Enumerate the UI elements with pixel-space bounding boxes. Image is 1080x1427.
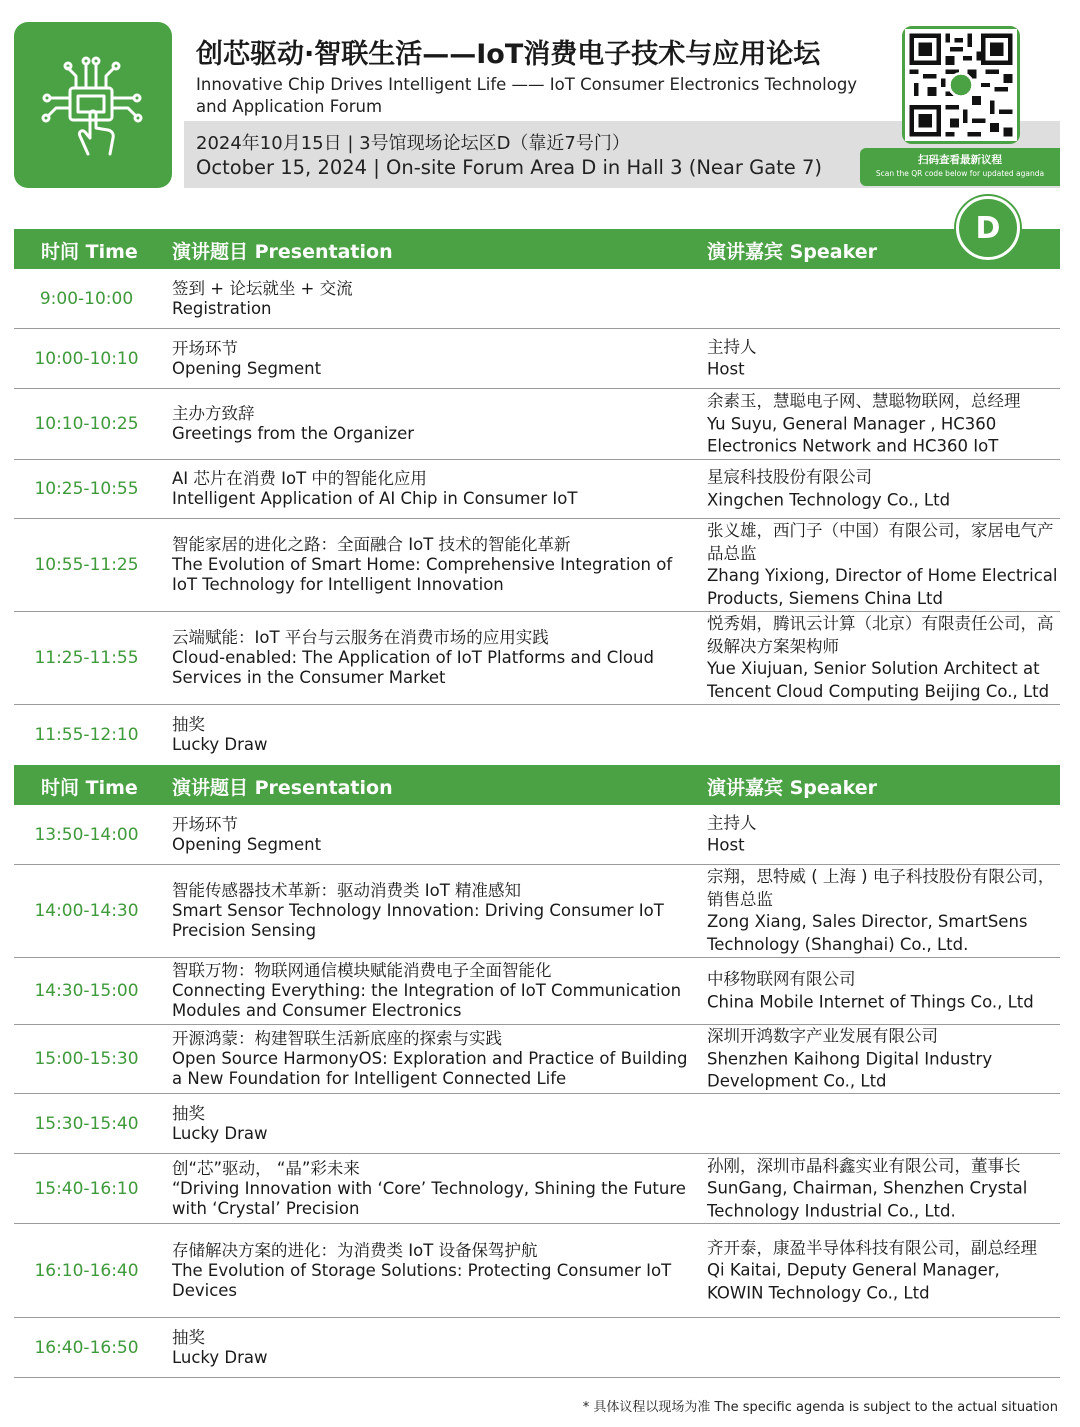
header-topic: 演讲题目 Presentation <box>172 241 393 263</box>
row-topic: 云端赋能：IoT 平台与云服务在消费市场的应用实践 Cloud-enabled: The Application of IoT Platforms and Cloud Services in the Consumer Market <box>172 628 654 687</box>
table-row <box>14 389 1060 460</box>
footnote: * 具体议程以现场为准 The specific agenda is subject to the actual situation <box>582 1400 1058 1415</box>
row-time: 10:00-10:10 <box>34 348 139 369</box>
header-speaker: 演讲嘉宾 Speaker <box>707 777 877 799</box>
row-time: 10:10-10:25 <box>34 414 139 434</box>
row-topic: 开场环节 Opening Segment <box>172 814 322 854</box>
header <box>14 22 1060 188</box>
header-speaker: 演讲嘉宾 Speaker <box>707 241 877 263</box>
row-topic: 开源鸿蒙：构建智联生活新底座的探索与实践 Open Source HarmonyOS: Exploration and Practice of Building a New Foundation for Intelligent Connected Life <box>172 1029 688 1088</box>
table-row <box>14 1094 1060 1154</box>
table-header-morning <box>14 229 1060 269</box>
table-row <box>14 865 1060 958</box>
qr-caption-en: Scan the QR code below for updated aganda <box>875 169 1045 178</box>
row-topic: 智能传感器技术革新：驱动消费类 IoT 精准感知 Smart Sensor Technology Innovation: Driving Consumer IoT Precision Sensing <box>172 881 664 940</box>
row-topic: 开场环节 Opening Segment <box>172 338 322 378</box>
title-en: Innovative Chip Drives Intelligent Life —— IoT Consumer Electronics Technology and Application Forum <box>196 75 858 116</box>
row-speaker: 深圳开鸿数字产业发展有限公司 Shenzhen Kaihong Digital Industry Development Co., Ltd <box>707 1026 993 1091</box>
row-time: 13:50-14:00 <box>34 824 139 845</box>
row-time: 9:00-10:00 <box>39 288 134 309</box>
row-speaker: 主持人 Host <box>707 813 757 855</box>
row-speaker: 齐开泰，康盈半导体科技有限公司，副总经理 Qi Kaitai, Deputy General Manager, KOWIN Technology Co., Ltd <box>707 1237 1037 1302</box>
table-row <box>14 612 1060 705</box>
row-time: 11:25-11:55 <box>34 648 139 668</box>
row-speaker: 张义雄，西门子（中国）有限公司，家居电气产品总监 Zhang Yixiong, Director of Home Electrical Products, Siemens China Ltd <box>707 521 1058 608</box>
date-cn: 2024年10月15日 | 3号馆现场论坛区D（靠近7号门） <box>196 133 630 154</box>
table-row <box>14 1224 1060 1318</box>
row-time: 10:25-10:55 <box>34 479 139 499</box>
row-topic: 抽奖 Lucky Draw <box>172 715 268 754</box>
row-topic: AI 芯片在消费 IoT 中的智能化应用 Intelligent Application of AI Chip in Consumer IoT <box>172 469 578 508</box>
row-speaker: 主持人 Host <box>707 337 757 379</box>
logo <box>14 22 172 188</box>
row-speaker: 余素玉，慧聪电子网、慧聪物联网，总经理 Yu Suyu, General Manager , HC360 Electronics Network and HC360 IoT <box>707 391 1021 456</box>
row-speaker: 中移物联网有限公司 China Mobile Internet of Things Co., Ltd <box>707 969 1034 1011</box>
row-time: 14:30-15:00 <box>34 981 139 1001</box>
table-row <box>14 269 1060 329</box>
row-speaker: 星宸科技股份有限公司 Xingchen Technology Co., Ltd <box>707 467 951 509</box>
area-badge: D <box>956 196 1020 260</box>
row-time: 15:30-15:40 <box>34 1113 139 1134</box>
header-topic: 演讲题目 Presentation <box>172 777 393 799</box>
row-speaker: 宗翔，思特威 ( 上海 ) 电子科技股份有限公司，销售总监 Zong Xiang, Sales Director, SmartSens Technology (Shanghai) Co., Ltd. <box>707 867 1055 954</box>
row-topic: 智能家居的进化之路：全面融合 IoT 技术的智能化革新 The Evolution of Smart Home: Comprehensive Integration of IoT Technology for Intelligent Innovation <box>172 535 673 594</box>
chip-touch-icon <box>32 46 154 164</box>
table-row <box>14 1318 1060 1378</box>
qr-code-icon <box>905 29 1017 141</box>
header-time: 时间 Time <box>41 777 138 799</box>
table-row <box>14 1154 1060 1224</box>
row-topic: 抽奖 Lucky Draw <box>172 1327 268 1367</box>
row-topic: 创“芯”驱动， “晶”彩未来 “Driving Innovation with ‘Core’ Technology, Shining the Future with ‘Crystal’ Precision <box>172 1158 686 1218</box>
row-topic: 主办方致辞 Greetings from the Organizer <box>172 404 415 443</box>
table-header-afternoon <box>14 765 1060 805</box>
table-row <box>14 805 1060 865</box>
row-time: 15:40-16:10 <box>34 1178 139 1199</box>
date-en: October 15, 2024 | On-site Forum Area D in Hall 3 (Near Gate 7) <box>196 156 823 179</box>
row-time: 10:55-11:25 <box>34 555 139 575</box>
row-topic: 智联万物：物联网通信模块赋能消费电子全面智能化 Connecting Everything: the Integration of IoT Communication Modules and Consumer Electronics <box>172 961 682 1020</box>
table-row <box>14 329 1060 389</box>
row-time: 16:10-16:40 <box>34 1260 139 1281</box>
row-speaker: 孙刚，深圳市晶科鑫实业有限公司，董事长 SunGang, Chairman, Shenzhen Crystal Technology Industrial Co., Ltd. <box>707 1155 1028 1220</box>
row-topic: 存储解决方案的进化：为消费类 IoT 设备保驾护航 The Evolution of Storage Solutions: Protecting Consumer IoT Devices <box>172 1240 672 1300</box>
qr-code[interactable] <box>902 26 1020 144</box>
table-row <box>14 958 1060 1025</box>
table-row <box>14 1025 1060 1094</box>
row-speaker: 悦秀娟，腾讯云计算（北京）有限责任公司，高级解决方案架构师 Yue Xiujuan, Senior Solution Architect at Tencent Cloud Computing Beijing Co., Ltd <box>707 614 1054 701</box>
header-time: 时间 Time <box>41 241 138 263</box>
row-time: 16:40-16:50 <box>34 1337 139 1358</box>
row-topic: 抽奖 Lucky Draw <box>172 1103 268 1143</box>
qr-caption <box>860 148 1060 186</box>
table-row <box>14 705 1060 765</box>
row-time: 14:00-14:30 <box>34 901 139 921</box>
title-cn: 创芯驱动·智联生活——IoT消费电子技术与应用论坛 <box>196 39 821 70</box>
table-row <box>14 460 1060 519</box>
qr-caption-cn: 扫码查看最新议程 <box>918 154 1002 166</box>
row-time: 11:55-12:10 <box>34 725 139 745</box>
row-time: 15:00-15:30 <box>34 1049 139 1069</box>
table-row <box>14 519 1060 612</box>
row-topic: 签到 + 论坛就坐 + 交流 Registration <box>172 278 353 318</box>
